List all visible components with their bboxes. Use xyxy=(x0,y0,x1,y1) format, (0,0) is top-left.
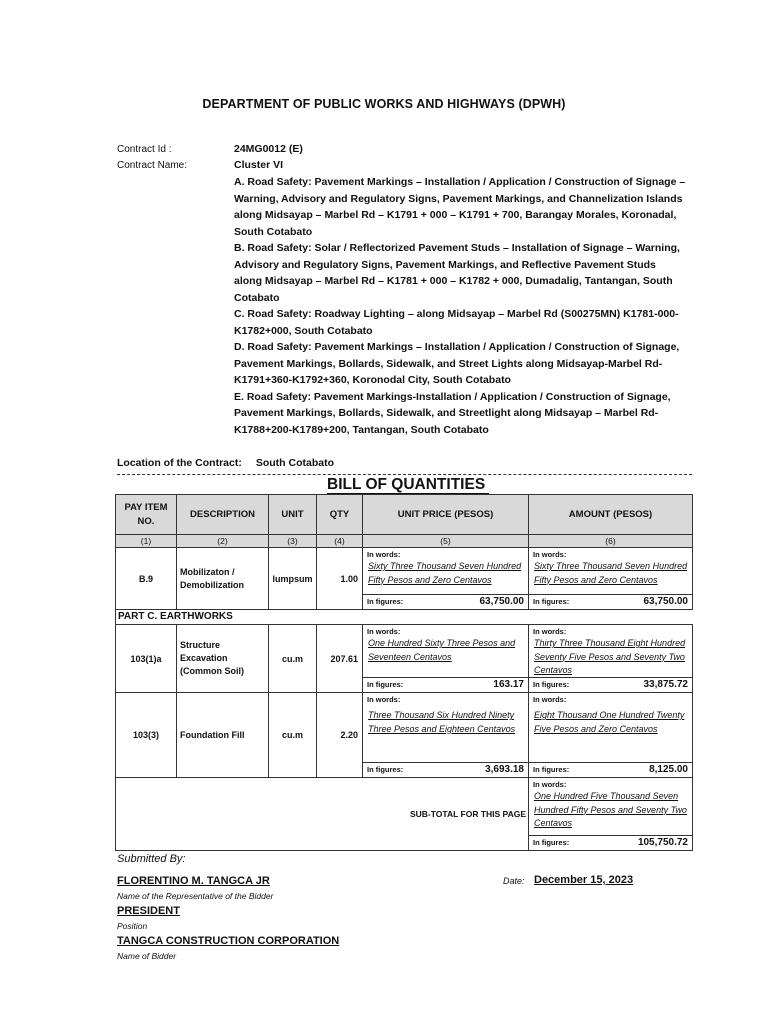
in-words-label: In words: xyxy=(533,627,567,636)
submitted-by-label: Submitted By: xyxy=(117,853,186,865)
col-num: (6) xyxy=(529,535,693,548)
section-row xyxy=(116,610,693,625)
unit-price-figures: 3,693.18 xyxy=(485,764,524,775)
bill-of-quantities-table xyxy=(115,494,693,851)
header-amount: AMOUNT (PESOS) xyxy=(529,495,693,535)
department-title: DEPARTMENT OF PUBLIC WORKS AND HIGHWAYS (DPWH) xyxy=(202,97,566,111)
subtotal-amount-cell xyxy=(529,778,693,851)
subtotal-words: One Hundred Five Thousand Seven Hundred Fifty Pesos and Seventy Two Centavos xyxy=(534,791,687,828)
amount-cell xyxy=(529,625,693,693)
amount-words: Eight Thousand One Hundred Twenty Five Pesos and Zero Centavos xyxy=(534,710,685,734)
pay-item-no: 103(1)a xyxy=(116,625,177,693)
unit-price-figures: 163.17 xyxy=(493,679,524,690)
table-row xyxy=(116,693,693,778)
dashed-divider xyxy=(117,474,692,475)
in-figures-label: In figures: xyxy=(533,680,570,689)
scope-item-e: E. Road Safety: Pavement Markings-Installation / Application / Construction of Signage, Pavement Markings, Bollards, Sidewalk, and Streetlight along Midsayap – Marbel Rd-K1788+200-K1789+200, Tantangan, South Cotabato xyxy=(234,390,671,436)
part-c-heading: PART C. EARTHWORKS xyxy=(116,610,693,625)
item-unit: lumpsum xyxy=(269,548,317,610)
in-words-label: In words: xyxy=(367,695,401,704)
contract-location xyxy=(117,457,334,469)
in-figures-label: In figures: xyxy=(367,680,404,689)
in-figures-label: In figures: xyxy=(367,597,404,606)
item-qty: 2.20 xyxy=(317,693,363,778)
in-words-label: In words: xyxy=(367,550,401,559)
header-pay-item: PAY ITEM NO. xyxy=(116,495,177,535)
item-unit: cu.m xyxy=(269,693,317,778)
amount-cell xyxy=(529,548,693,610)
in-figures-label: In figures: xyxy=(533,597,570,606)
col-num: (4) xyxy=(317,535,363,548)
contract-name-value: Cluster VI xyxy=(234,159,284,171)
representative-name: FLORENTINO M. TANGCA JR xyxy=(117,875,270,887)
header-description: DESCRIPTION xyxy=(177,495,269,535)
item-description: Mobilizaton / Demobilization xyxy=(177,548,269,610)
scope-item-a: A. Road Safety: Pavement Markings – Installation / Application / Construction of Signage – Warning, Advisory and Regulatory Signs, Pavement Markings, and Channelization Islands along Midsayap – Marbel Rd – K1791 + 000 – K1791 + 700, Barangay Morales, Koronadal, South Cotabato xyxy=(234,176,686,238)
in-words-label: In words: xyxy=(533,695,567,704)
date-label: Date: xyxy=(503,876,525,886)
bidder-caption: Name of Bidder xyxy=(117,951,177,961)
item-unit: cu.m xyxy=(269,625,317,693)
subtotal-figures: 105,750.72 xyxy=(637,837,688,848)
col-num: (2) xyxy=(177,535,269,548)
contract-id-value: 24MG0012 (E) xyxy=(234,143,303,155)
pay-item-no: B.9 xyxy=(116,548,177,610)
contract-id-label: Contract Id : xyxy=(117,144,172,155)
item-description: Foundation Fill xyxy=(177,693,269,778)
scope-item-b: B. Road Safety: Solar / Reflectorized Pavement Studs – Installation of Signage – Warning, Advisory and Regulatory Signs, Pavement Markings, and Reflective Pavement Studs along Midsayap – Marbel Rd – K1781 + 000 – K1782 + 000, Dumadalig, Tantangan, South Cotabato xyxy=(234,242,680,304)
contract-name-label: Contract Name: xyxy=(117,160,188,171)
location-value: South Cotabato xyxy=(255,457,334,469)
in-words-label: In words: xyxy=(533,550,567,559)
col-num: (1) xyxy=(116,535,177,548)
in-words-label: In words: xyxy=(367,627,401,636)
in-figures-label: In figures: xyxy=(533,765,570,774)
subtotal-row xyxy=(116,778,693,851)
amount-words: Sixty Three Thousand Seven Hundred Fifty Pesos and Zero Centavos xyxy=(534,561,688,585)
date-value: December 15, 2023 xyxy=(534,874,634,886)
contract-scope xyxy=(234,174,686,438)
bidder-name: TANGCA CONSTRUCTION CORPORATION xyxy=(117,935,340,947)
position-value: PRESIDENT xyxy=(117,905,180,917)
unit-price-cell xyxy=(363,548,529,610)
table-row xyxy=(116,548,693,610)
unit-price-words: Sixty Three Thousand Seven Hundred Fifty Pesos and Zero Centavos xyxy=(368,561,522,585)
unit-price-cell xyxy=(363,625,529,693)
table-row xyxy=(116,625,693,693)
unit-price-figures: 63,750.00 xyxy=(479,596,524,607)
item-qty: 207.61 xyxy=(317,625,363,693)
in-figures-label: In figures: xyxy=(533,838,570,847)
boq-title: BILL OF QUANTITIES xyxy=(327,476,489,494)
unit-price-cell xyxy=(363,693,529,778)
amount-figures: 8,125.00 xyxy=(649,764,688,775)
amount-figures: 33,875.72 xyxy=(643,679,688,690)
position-caption: Position xyxy=(117,921,148,931)
header-unit-price: UNIT PRICE (PESOS) xyxy=(363,495,529,535)
in-words-label: In words: xyxy=(533,780,567,789)
unit-price-words: One Hundred Sixty Three Pesos and Seventeen Centavos xyxy=(368,638,516,662)
in-figures-label: In figures: xyxy=(367,765,404,774)
pay-item-no: 103(3) xyxy=(116,693,177,778)
item-qty: 1.00 xyxy=(317,548,363,610)
amount-cell xyxy=(529,693,693,778)
subtotal-label: SUB-TOTAL FOR THIS PAGE xyxy=(116,778,529,851)
column-number-row xyxy=(116,535,693,548)
unit-price-words: Three Thousand Six Hundred Ninety Three Pesos and Eighteen Centavos xyxy=(368,710,516,734)
location-label: Location of the Contract: xyxy=(117,457,242,469)
scope-item-d: D. Road Safety: Pavement Markings – Installation / Application / Construction of Signage, Pavement Markings, Bollards, Sidewalk, and Street Lights along Midsayap-Marbel Rd-K1791+360-K1792+360, Koronodal City, South Cotabato xyxy=(234,341,680,386)
amount-figures: 63,750.00 xyxy=(643,596,688,607)
item-description: Structure Excavation (Common Soil) xyxy=(177,625,269,693)
header-qty: QTY xyxy=(317,495,363,535)
col-num: (5) xyxy=(363,535,529,548)
amount-words: Thirty Three Thousand Eight Hundred Seventy Five Pesos and Seventy Two Centavos xyxy=(534,638,686,675)
scope-item-c: C. Road Safety: Roadway Lighting – along Midsayap – Marbel Rd (S00275MN) K1781-000-K1782+000, South Cotabato xyxy=(234,308,679,337)
col-num: (3) xyxy=(269,535,317,548)
representative-caption: Name of the Representative of the Bidder xyxy=(117,891,274,901)
header-row xyxy=(116,495,693,535)
header-unit: UNIT xyxy=(269,495,317,535)
